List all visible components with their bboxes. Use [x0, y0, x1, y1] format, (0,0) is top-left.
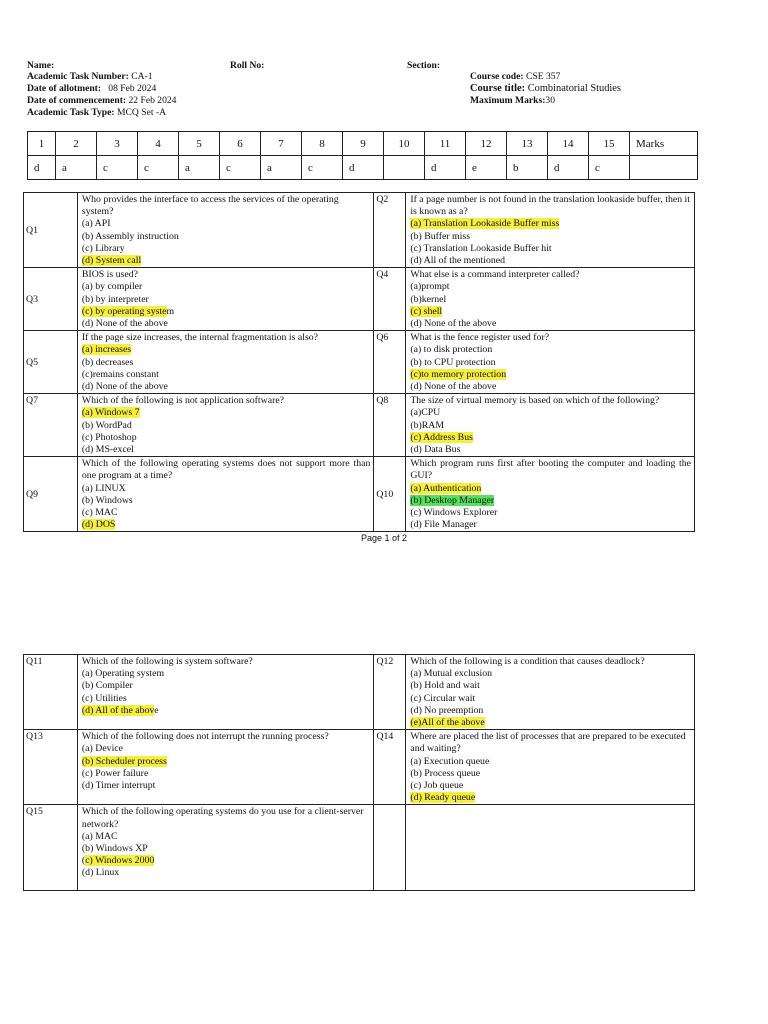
answer-letter-cell: c — [302, 156, 343, 180]
option-text-pre: ( — [81, 855, 86, 867]
option-text: (d) Linux — [81, 867, 120, 879]
allotment-line — [27, 83, 156, 95]
option-text: (b) Windows — [81, 494, 133, 506]
answer-option — [410, 281, 691, 293]
answer-letter-cell: a — [179, 156, 220, 180]
answer-table — [27, 131, 698, 180]
course-title-value: Combinatorial Studies — [525, 83, 621, 94]
question-number: Q12 — [374, 655, 406, 730]
option-text: (b) WordPad — [81, 419, 132, 431]
answer-option — [82, 255, 370, 267]
max-marks-label: Maximum Marks: — [470, 95, 546, 106]
question-text: What is the fence register used for? — [410, 332, 550, 344]
question-text: Where are placed the list of processes that are prepared to be executed and waiting? — [410, 731, 686, 755]
question-row — [24, 655, 695, 730]
answer-option — [82, 407, 370, 419]
option-text: (d) None of the above — [81, 318, 168, 330]
question-body — [77, 730, 374, 805]
answer-letter-cell: c — [138, 156, 179, 180]
question-text: Which of the following operating systems does not support more than one program at a time? — [81, 458, 371, 482]
header-name — [27, 60, 54, 72]
highlighted-answer: (d) All of the abov — [81, 704, 155, 716]
section-label: Section: — [407, 60, 441, 71]
option-text: (a) API — [81, 218, 111, 230]
answer-option — [82, 680, 371, 692]
question-body — [406, 457, 695, 532]
option-text: (b) Windows XP — [81, 843, 148, 855]
option-text: (d) None of the above — [410, 318, 497, 330]
answer-option — [410, 519, 691, 531]
highlighted-answer: (b) Desktop Manager — [410, 494, 495, 506]
question-body — [406, 193, 695, 268]
answer-number-cell: 9 — [343, 132, 384, 156]
answer-option — [410, 294, 691, 306]
option-text: (b) Assembly instruction — [81, 230, 179, 242]
option-text: (c) Translation Lookaside Buffer hit — [410, 242, 552, 254]
question-row — [24, 805, 695, 891]
answer-option — [410, 444, 691, 456]
option-text: (a)CPU — [410, 407, 441, 419]
answer-option — [82, 693, 371, 705]
answer-number-cell: 11 — [425, 132, 466, 156]
question-body — [77, 457, 373, 532]
option-text: (d) All of the mentioned — [410, 255, 506, 267]
answer-letter-cell: d — [343, 156, 384, 180]
answer-option — [82, 294, 370, 306]
highlighted-answer: (d) Ready queue — [410, 792, 476, 804]
answer-number-cell: 13 — [507, 132, 548, 156]
answer-letter-cell: d — [548, 156, 589, 180]
option-text: (d) Data Bus — [410, 444, 461, 456]
answer-option — [410, 780, 691, 792]
answer-option — [82, 218, 370, 230]
question-number: Q1 — [24, 193, 78, 268]
max-marks-value: 30 — [545, 95, 555, 106]
allotment-label: Date of allotment: — [27, 83, 102, 94]
answer-option — [82, 420, 370, 432]
question-row — [24, 193, 695, 268]
answer-option — [410, 756, 691, 768]
answer-option — [82, 243, 370, 255]
answer-option — [82, 444, 370, 456]
question-text: If a page number is not found in the translation lookaside buffer, then it is known as a? — [410, 194, 690, 218]
question-row — [24, 457, 695, 532]
answer-option — [410, 507, 691, 519]
question-body — [77, 655, 374, 730]
answer-number-cell: 14 — [548, 132, 589, 156]
option-text: (b) Buffer miss — [410, 230, 471, 242]
answer-number-cell: 6 — [220, 132, 261, 156]
question-text: What else is a command interpreter called? — [410, 269, 580, 281]
task-number-line — [27, 71, 153, 83]
option-text: (b) by interpreter — [81, 293, 149, 305]
highlighted-answer: c) Windows 2000 — [85, 855, 155, 867]
answer-option — [82, 705, 371, 717]
answer-option — [410, 792, 691, 804]
question-body — [406, 655, 695, 730]
course-code-line — [470, 71, 560, 83]
task-type-label: Academic Task Type: — [27, 107, 115, 118]
option-text: (c) Job queue — [410, 780, 464, 792]
question-body — [77, 394, 373, 457]
max-marks-line — [470, 95, 555, 107]
answer-option — [410, 369, 691, 381]
question-table-page-2 — [23, 654, 695, 891]
question-number: Q15 — [24, 805, 78, 891]
answer-option — [82, 318, 370, 330]
question-number: Q7 — [24, 394, 78, 457]
question-number: Q14 — [374, 730, 406, 805]
answer-option — [410, 318, 691, 330]
highlighted-answer: (c)to memory protection — [410, 368, 507, 380]
answer-option — [410, 495, 691, 507]
answer-option — [410, 420, 691, 432]
answer-letter-cell — [384, 156, 425, 180]
answer-number-cell: 15 — [589, 132, 630, 156]
question-number: Q2 — [374, 193, 406, 268]
answer-option — [410, 255, 691, 267]
answer-number-cell: 10 — [384, 132, 425, 156]
answer-option — [82, 369, 370, 381]
highlighted-answer: (a) increases — [81, 344, 132, 356]
question-text: Which of the following is system software? — [81, 656, 253, 667]
option-text: (b) Compiler — [81, 680, 133, 692]
question-number: Q10 — [374, 457, 406, 532]
answer-option — [82, 855, 371, 867]
task-number-label: Academic Task Number: — [27, 71, 129, 82]
question-number: Q6 — [374, 331, 406, 394]
empty-question-number-cell — [374, 805, 406, 891]
answer-number-row — [28, 132, 698, 156]
allotment-value: 08 Feb 2024 — [108, 83, 157, 94]
answer-option — [410, 432, 691, 444]
answer-option — [410, 344, 691, 356]
answer-number-cell: 3 — [97, 132, 138, 156]
option-text: (c) Circular wait — [410, 692, 476, 704]
answer-option — [82, 519, 370, 531]
course-title-label: Course title: — [470, 83, 526, 94]
answer-number-cell: 4 — [138, 132, 179, 156]
answer-option — [410, 231, 691, 243]
course-code-value: CSE 357 — [523, 71, 561, 82]
question-number: Q11 — [24, 655, 78, 730]
option-text: (d) File Manager — [410, 519, 477, 531]
answer-letter-cell: e — [466, 156, 507, 180]
highlighted-answer: (a) Translation Lookaside Buffer miss — [410, 218, 560, 230]
answer-option — [410, 407, 691, 419]
option-text: e — [154, 704, 159, 716]
question-text: Which of the following is a condition that causes deadlock? — [410, 656, 645, 667]
answer-number-cell: 2 — [56, 132, 97, 156]
answer-option — [82, 743, 371, 755]
answer-option — [82, 281, 370, 293]
highlighted-answer: (d) DOS — [81, 519, 116, 531]
option-text: (a) Device — [81, 743, 123, 755]
answer-option — [82, 843, 371, 855]
page-number: Page 1 of 2 — [360, 533, 408, 543]
highlighted-answer: (c) by operating syste — [81, 305, 167, 317]
option-text: (b)RAM — [410, 419, 445, 431]
name-label: Name: — [27, 60, 55, 71]
course-code-label: Course code: — [470, 71, 524, 82]
option-text: (b) decreases — [81, 356, 134, 368]
answer-letter-cell: c — [220, 156, 261, 180]
answer-number-cell: 8 — [302, 132, 343, 156]
answer-option — [82, 483, 370, 495]
answer-letter-cell: b — [507, 156, 548, 180]
answer-option — [410, 668, 691, 680]
question-body — [406, 394, 695, 457]
answer-option — [82, 357, 370, 369]
roll-label: Roll No: — [230, 60, 265, 71]
answer-option — [82, 668, 371, 680]
option-text: (a) Operating system — [81, 668, 165, 680]
header-roll — [230, 60, 264, 72]
question-body — [406, 331, 695, 394]
answer-option — [82, 780, 371, 792]
question-number: Q3 — [24, 268, 78, 331]
answer-option — [82, 306, 370, 318]
option-text: (c)remains constant — [81, 368, 159, 380]
highlighted-answer: (a) Windows 7 — [81, 407, 140, 419]
option-text: m — [166, 305, 175, 317]
question-text: Which of the following is not application software? — [81, 395, 285, 407]
answer-letter-cell: a — [261, 156, 302, 180]
question-row — [24, 394, 695, 457]
option-text: (d) None of the above — [81, 381, 168, 393]
question-row — [24, 268, 695, 331]
empty-question-cell — [406, 805, 695, 891]
header-section — [407, 60, 440, 72]
option-text: (b)kernel — [410, 293, 447, 305]
highlighted-answer: (c) shell — [410, 305, 443, 317]
question-body — [77, 805, 374, 891]
answer-letter-cell: d — [425, 156, 466, 180]
highlighted-answer: (c) Address Bus — [410, 431, 473, 443]
question-number: Q9 — [24, 457, 78, 532]
question-body — [77, 268, 373, 331]
option-text: (a) to disk protection — [410, 344, 493, 356]
commencement-value: 22 Feb 2024 — [126, 95, 177, 106]
answer-option — [82, 344, 370, 356]
answer-letter-cell: d — [28, 156, 56, 180]
answer-letter-cell: a — [56, 156, 97, 180]
question-text: The size of virtual memory is based on which of the following? — [410, 395, 660, 407]
answer-option — [410, 717, 691, 729]
question-row — [24, 730, 695, 805]
answer-letter-cell: c — [97, 156, 138, 180]
answer-option — [410, 381, 691, 393]
question-body — [77, 193, 373, 268]
question-body — [406, 730, 695, 805]
option-text: (b) Hold and wait — [410, 680, 480, 692]
highlighted-answer: (b) Scheduler process — [81, 755, 167, 767]
question-number: Q8 — [374, 394, 406, 457]
question-number: Q4 — [374, 268, 406, 331]
highlighted-answer: (a) Authentication — [410, 482, 482, 494]
option-text: (d) None of the above — [410, 381, 497, 393]
task-number-value: CA-1 — [128, 71, 153, 82]
question-text: Which of the following does not interrupt the running process? — [81, 731, 329, 743]
option-text: (d) MS-excel — [81, 444, 134, 456]
answer-option — [410, 218, 691, 230]
option-text: (d) No preemption — [410, 704, 484, 716]
task-type-value: MCQ Set -A — [114, 107, 167, 118]
option-text: (c) Windows Explorer — [410, 507, 498, 519]
answer-option — [410, 357, 691, 369]
answer-number-cell: 7 — [261, 132, 302, 156]
answer-option — [82, 381, 370, 393]
question-body — [77, 331, 373, 394]
answer-number-cell: 5 — [179, 132, 220, 156]
answer-option — [82, 756, 371, 768]
question-table-page-1 — [23, 192, 695, 532]
course-title-line — [470, 83, 621, 95]
option-text: (a)prompt — [410, 281, 450, 293]
option-text: (a) MAC — [81, 830, 118, 842]
answer-option — [82, 831, 371, 843]
answer-option — [82, 231, 370, 243]
option-text: (c) Photoshop — [81, 431, 137, 443]
answer-option — [410, 693, 691, 705]
option-text: (b) to CPU protection — [410, 356, 496, 368]
answer-number-cell: 12 — [466, 132, 507, 156]
answer-letter-row — [28, 156, 698, 180]
commencement-line — [27, 95, 176, 107]
question-body — [406, 268, 695, 331]
answer-number-cell: Marks — [630, 132, 698, 156]
option-text: (c) Utilities — [81, 692, 127, 704]
answer-option — [410, 243, 691, 255]
question-row — [24, 331, 695, 394]
question-number: Q13 — [24, 730, 78, 805]
answer-option — [410, 680, 691, 692]
option-text: (d) Timer interrupt — [81, 780, 156, 792]
question-number: Q5 — [24, 331, 78, 394]
option-text: (c) MAC — [81, 507, 118, 519]
answer-number-cell: 1 — [28, 132, 56, 156]
answer-option — [82, 495, 370, 507]
option-text: (a) Mutual exclusion — [410, 668, 493, 680]
answer-option — [410, 768, 691, 780]
option-text: (c) Library — [81, 242, 125, 254]
question-text: Who provides the interface to access the services of the operating system? — [81, 194, 339, 218]
commencement-label: Date of commencement: — [27, 95, 127, 106]
answer-option — [410, 483, 691, 495]
answer-option — [410, 306, 691, 318]
answer-option — [410, 705, 691, 717]
highlighted-answer: (d) System call — [81, 255, 142, 267]
question-text: Which program runs first after booting the computer and loading the GUI? — [410, 458, 691, 482]
option-text: (c) Power failure — [81, 767, 149, 779]
option-text: (b) Process queue — [410, 767, 481, 779]
highlighted-answer: (e)All of the above — [410, 717, 485, 729]
answer-option — [82, 507, 370, 519]
answer-option — [82, 432, 370, 444]
option-text: (a) LINUX — [81, 482, 126, 494]
option-text: (a) Execution queue — [410, 755, 490, 767]
answer-letter-cell — [630, 156, 698, 180]
question-text: If the page size increases, the internal fragmentation is also? — [81, 332, 319, 344]
question-text: BIOS is used? — [81, 269, 138, 281]
option-text: (a) by compiler — [81, 281, 143, 293]
answer-option — [82, 768, 371, 780]
question-text: Which of the following operating systems do you use for a client-server network? — [81, 806, 364, 830]
answer-option — [82, 867, 371, 879]
task-type-line — [27, 107, 166, 119]
answer-letter-cell: c — [589, 156, 630, 180]
